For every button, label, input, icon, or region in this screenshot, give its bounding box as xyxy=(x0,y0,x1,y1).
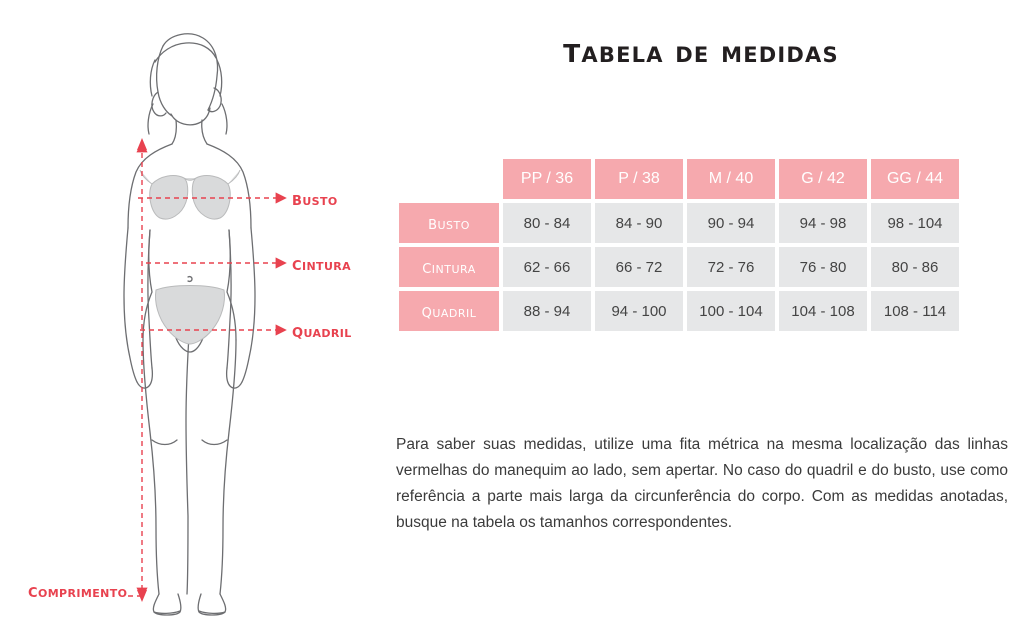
row-header-quadril: quadril xyxy=(399,291,499,331)
cell-quadril-pp: 88 - 94 xyxy=(503,291,591,331)
table-corner-cell xyxy=(399,159,499,199)
mannequin-illustration xyxy=(0,0,378,636)
column-header-gg: GG / 44 xyxy=(871,159,959,199)
cell-quadril-gg: 108 - 114 xyxy=(871,291,959,331)
row-header-busto: busto xyxy=(399,203,499,243)
cell-busto-g: 94 - 98 xyxy=(779,203,867,243)
cell-cintura-p: 66 - 72 xyxy=(595,247,683,287)
table-row xyxy=(399,291,959,331)
instructions-text: Para saber suas medidas, utilize uma fita métrica na mesma localização das linhas vermelhas do manequim ao lado, sem apertar. No caso do quadril e do busto, use como referência a parte mais larga da circunferência do corpo. Com as medidas anotadas, busque na tabela os tamanhos correspondentes. xyxy=(396,436,1008,531)
row-header-cintura: cintura xyxy=(399,247,499,287)
cell-cintura-pp: 62 - 66 xyxy=(503,247,591,287)
cell-cintura-g: 76 - 80 xyxy=(779,247,867,287)
cell-cintura-gg: 80 - 86 xyxy=(871,247,959,287)
label-comprimento: comprimento xyxy=(28,580,128,602)
size-measurements-table xyxy=(395,155,963,335)
page-title: tabela de medidas xyxy=(563,30,839,71)
table-body xyxy=(399,203,959,331)
cell-quadril-g: 104 - 108 xyxy=(779,291,867,331)
column-header-g: G / 42 xyxy=(779,159,867,199)
cell-cintura-m: 72 - 76 xyxy=(687,247,775,287)
label-busto: busto xyxy=(292,188,338,210)
table-header xyxy=(399,159,959,199)
table-row xyxy=(399,203,959,243)
cell-busto-p: 84 - 90 xyxy=(595,203,683,243)
content-panel xyxy=(378,0,1024,636)
cell-quadril-p: 94 - 100 xyxy=(595,291,683,331)
table-row xyxy=(399,247,959,287)
column-header-p: P / 38 xyxy=(595,159,683,199)
female-body-figure-icon xyxy=(0,0,378,636)
table-header-row xyxy=(399,159,959,199)
cell-busto-m: 90 - 94 xyxy=(687,203,775,243)
column-header-pp: PP / 36 xyxy=(503,159,591,199)
cell-busto-pp: 80 - 84 xyxy=(503,203,591,243)
label-quadril: quadril xyxy=(292,320,352,342)
cell-quadril-m: 100 - 104 xyxy=(687,291,775,331)
label-cintura: cintura xyxy=(292,253,352,275)
cell-busto-gg: 98 - 104 xyxy=(871,203,959,243)
column-header-m: M / 40 xyxy=(687,159,775,199)
